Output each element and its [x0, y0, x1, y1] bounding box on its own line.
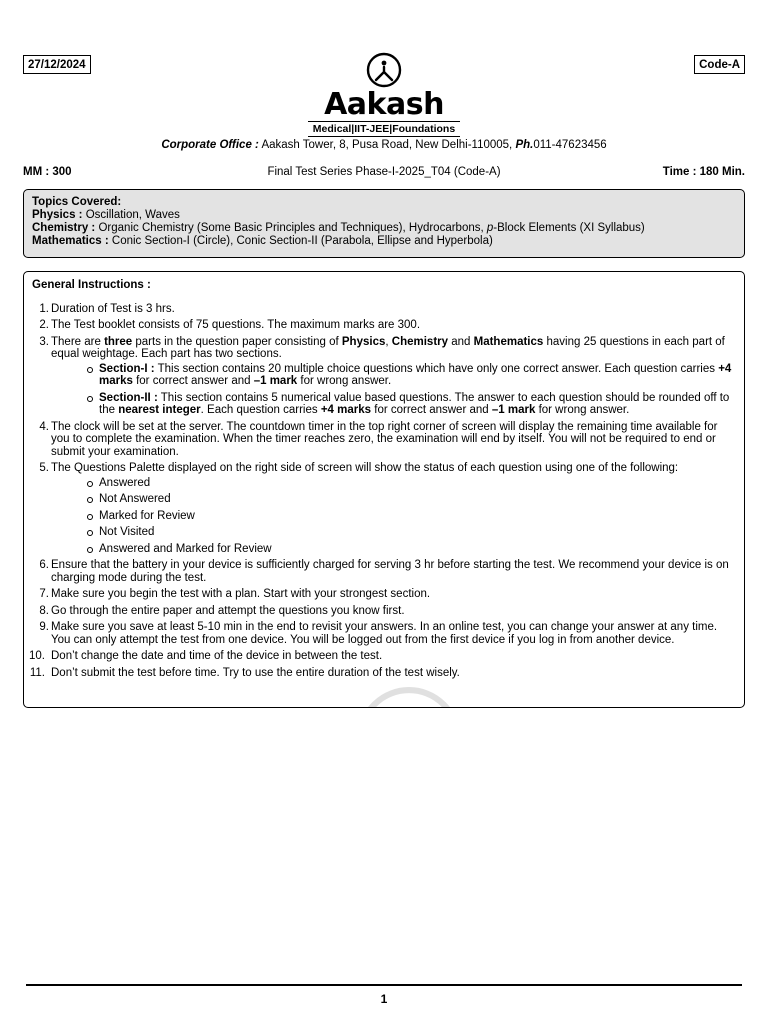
time-limit: Time : 180 Min. [662, 166, 745, 178]
code-label: Code-A [694, 55, 745, 74]
brand-name: Aakash [324, 87, 444, 122]
list-item: 5. The Questions Palette displayed on the right side of screen will show the status of each question using one of the following: Answered Not Answered Marked for Review Not Visited Answered and Marked for Review [42, 462, 736, 555]
list-item: 2. The Test booklet consists of 75 questions. The maximum marks are 300. [39, 319, 421, 331]
footer-divider [26, 984, 742, 986]
list-item: Marked for Review [99, 510, 736, 523]
instructions-box [23, 271, 745, 708]
list-item: 4. The clock will be set at the server. The countdown timer in the top right corner of screen will display the remaining time available for you to complete the examination. When the timer reaches zero, the examination will end by itself. You will not be required to end or submit your examination. [39, 420, 718, 458]
list-item: Section-II : This section contains 5 numerical value based questions. The answer to each question should be rounded off to the nearest integer. Each question carries +4 marks for correct answer and –1 mark for wrong answer. [99, 392, 736, 417]
list-item: Not Answered [99, 493, 736, 506]
office-address: Aakash Tower, 8, Pusa Road, New Delhi-110005, [261, 139, 513, 151]
list-item: 3. There are three parts in the question paper consisting of Physics, Chemistry and Mathematics having 25 questions in each part of equal weightage. Each part has two sections. Section-I : This section contains 20 multiple choice questions which have only one correct answer. Each question carries +4 marks for correct answer and –1 mark for wrong answer. Section-II : This section contains 5 numerical value based questions. The answer to each question should be rounded off to the nearest integer. Each question carries +4 marks for correct answer and –1 mark for wrong answer. [42, 336, 736, 417]
topics-mathematics: Mathematics : Conic Section-I (Circle), Conic Section-II (Parabola, Ellipse and Hyperbola) [32, 235, 493, 247]
date-label: 27/12/2024 [23, 55, 91, 74]
topics-chemistry: Chemistry : Organic Chemistry (Some Basic Principles and Techniques), Hydrocarbons, p-Block Elements (XI Syllabus) [32, 222, 645, 234]
page-number: 1 [380, 992, 388, 1006]
list-item: 6. Ensure that the battery in your device is sufficiently charged for serving 3 hr before starting the test. We recommend your device is on charging mode during the test. [39, 559, 729, 584]
max-marks: MM : 300 [23, 166, 72, 178]
brand-tagline: Medical|IIT-JEE|Foundations [308, 121, 460, 137]
list-item: 11. Don’t submit the test before time. Try to use the entire duration of the test wisely. [29, 666, 460, 679]
list-item: 8. Go through the entire paper and attempt the questions you know first. [39, 604, 405, 617]
list-item: 1. Duration of Test is 3 hrs. [39, 302, 175, 315]
palette-list [51, 477, 736, 556]
instructions-list [29, 302, 736, 680]
list-item: 7. Make sure you begin the test with a plan. Start with your strongest section. [39, 588, 431, 600]
office-label: Corporate Office : [161, 139, 259, 151]
meta-line [23, 166, 745, 182]
list-item: Not Visited [99, 526, 736, 539]
instructions-heading: General Instructions : [32, 279, 151, 291]
list-item: 10. Don’t change the date and time of the device in between the test. [29, 650, 383, 662]
phone-label: Ph. [515, 139, 534, 151]
list-item: Section-I : This section contains 20 multiple choice questions which have only one correct answer. Each question carries +4 marks for correct answer and –1 mark for wrong answer. [99, 363, 736, 388]
list-item: Answered [99, 477, 736, 490]
aakash-logo [308, 52, 460, 137]
topics-title: Topics Covered: [32, 196, 122, 208]
test-series: Final Test Series Phase-I-2025_T04 (Code-A) [267, 166, 501, 178]
watermark [194, 684, 624, 708]
list-item: Answered and Marked for Review [99, 543, 736, 556]
watermark-emblem-icon [354, 684, 464, 708]
topics-physics: Physics : Oscillation, Waves [32, 209, 180, 221]
corporate-office-line [0, 139, 768, 151]
phone-number: 011-47623456 [533, 139, 607, 151]
topics-box [23, 189, 745, 258]
sections-list [51, 363, 736, 417]
aakash-emblem-icon [366, 52, 402, 88]
list-item: 9. Make sure you save at least 5-10 min in the end to revisit your answers. In an online test, you can change your answer at any time. You can only attempt the test from one device. You will be logged out from the first device if you log in from another device. [39, 621, 718, 646]
